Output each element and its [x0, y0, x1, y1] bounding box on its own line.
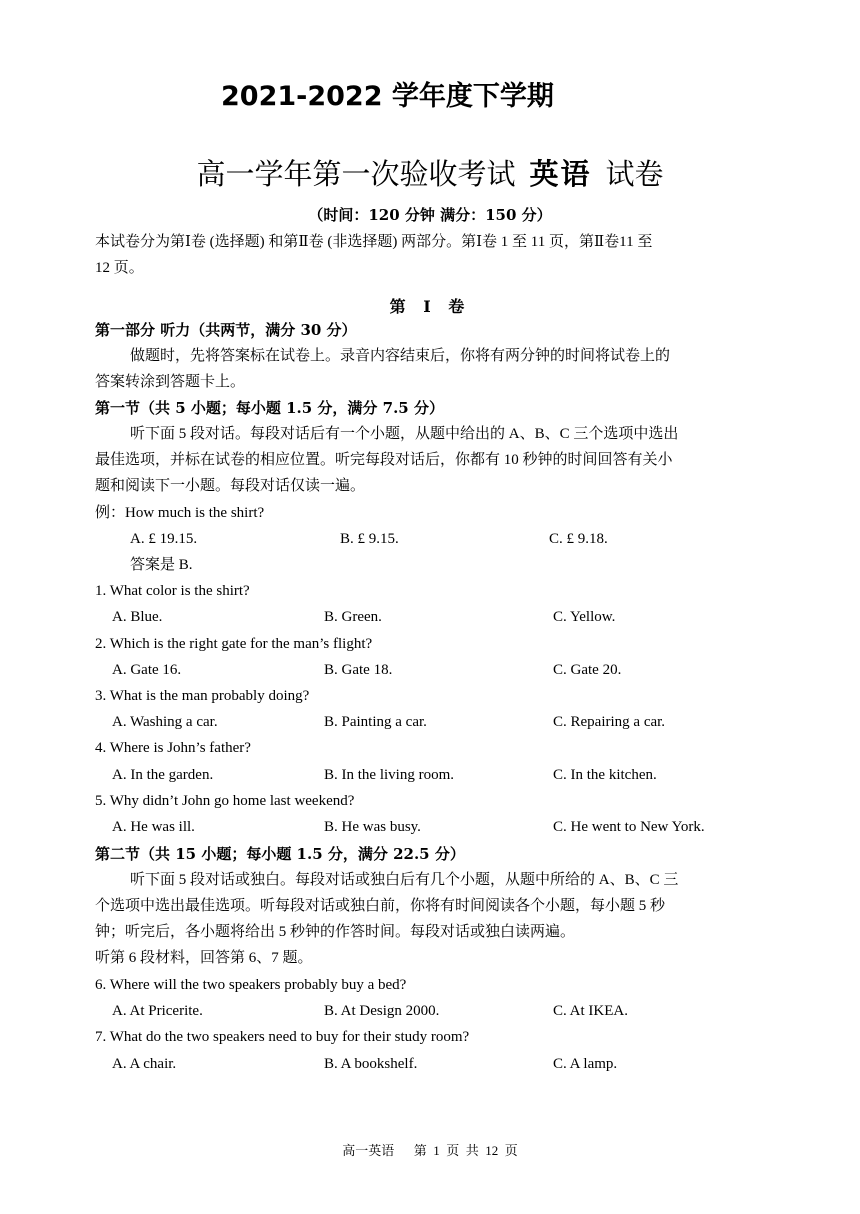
question-7-option-a: A. A chair.: [112, 1056, 177, 1072]
question-2-option-b: B. Gate 18.: [324, 662, 393, 678]
question-1-option-b: B. Green.: [324, 609, 382, 625]
section2-instr-line-2: 个选项中选出最佳选项。听每段对话或独白前，你将有时间阅读各个小题，每小题 5 秒: [95, 898, 666, 914]
part1-title: 第一部分 听力（共两节，满分 30 分）: [95, 321, 357, 339]
question-6-option-a: A. At Pricerite.: [112, 1003, 203, 1019]
exam-time-info: （时间：120 分钟 满分：150 分）: [308, 206, 552, 224]
question-3-option-c: C. Repairing a car.: [553, 714, 666, 730]
exam-subject: 英语: [529, 157, 592, 191]
question-4-option-a: A. In the garden.: [112, 767, 214, 783]
section1-instr-line-3: 题和阅读下一小题。每段对话仅读一遍。: [95, 478, 366, 494]
question-7-option-c: C. A lamp.: [553, 1056, 618, 1072]
section2-material-note: 听第 6 段材料，回答第 6、7 题。: [95, 950, 313, 966]
exam-year-heading: 2021-2022 学年度下学期: [221, 81, 554, 112]
section1-instr-line-2: 最佳选项，并标在试卷的相应位置。听完每段对话后，你都有 10 秒钟的时间回答有关小: [95, 452, 673, 468]
exam-title: [0, 152, 860, 193]
question-2-option-a: A. Gate 16.: [112, 662, 182, 678]
section2-title: 第二节（共 15 小题；每小题 1.5 分，满分 22.5 分）: [95, 845, 465, 863]
question-1-option-a: A. Blue.: [112, 609, 163, 625]
question-7: 7. What do the two speakers need to buy for their study room?: [95, 1029, 470, 1045]
section1-instr-line-1: 听下面 5 段对话。每段对话后有一个小题，从题中给出的 A、B、C 三个选项中选出: [130, 426, 679, 442]
exam-title-prefix: 高一学年第一次验收考试: [196, 157, 516, 191]
question-2: 2. Which is the right gate for the man’s flight?: [95, 636, 373, 652]
question-5-option-a: A. He was ill.: [112, 819, 195, 835]
question-3-option-b: B. Painting a car.: [324, 714, 427, 730]
example-question: 例：How much is the shirt?: [95, 505, 265, 521]
part1-instr-line-2: 答案转涂到答题卡上。: [95, 374, 246, 390]
part1-instr-line-1: 做题时，先将答案标在试卷上。录音内容结束后，你将有两分钟的时间将试卷上的: [130, 348, 671, 364]
question-4-option-c: C. In the kitchen.: [553, 767, 657, 783]
question-2-option-c: C. Gate 20.: [553, 662, 622, 678]
question-4: 4. Where is John’s father?: [95, 740, 251, 756]
question-5: 5. Why didn’t John go home last weekend?: [95, 793, 355, 809]
question-7-option-b: B. A bookshelf.: [324, 1056, 418, 1072]
question-5-option-c: C. He went to New York.: [553, 819, 705, 835]
example-option-a: A. £ 19.15.: [130, 531, 198, 547]
example-answer: 答案是 B.: [130, 557, 193, 573]
question-3: 3. What is the man probably doing?: [95, 688, 310, 704]
question-1: 1. What color is the shirt?: [95, 583, 250, 599]
question-6-option-c: C. At IKEA.: [553, 1003, 628, 1019]
section2-instr-line-3: 钟；听完后，各小题将给出 5 秒钟的作答时间。每段对话或独白读两遍。: [95, 924, 576, 940]
section1-title: 第一节（共 5 小题；每小题 1.5 分，满分 7.5 分）: [95, 399, 444, 417]
volume-title: 第 Ⅰ 卷: [389, 297, 471, 316]
exam-title-suffix: 试卷: [605, 157, 664, 191]
intro-line-2: 12 页。: [95, 260, 144, 276]
question-6-option-b: B. At Design 2000.: [324, 1003, 440, 1019]
question-6: 6. Where will the two speakers probably buy a bed?: [95, 977, 407, 993]
question-4-option-b: B. In the living room.: [324, 767, 454, 783]
question-5-option-b: B. He was busy.: [324, 819, 421, 835]
example-option-c: C. £ 9.18.: [549, 531, 608, 547]
intro-line-1: 本试卷分为第Ⅰ卷 (选择题) 和第Ⅱ卷 (非选择题) 两部分。第Ⅰ卷 1 至 11 页，第Ⅱ卷11 至: [95, 234, 653, 250]
question-1-option-c: C. Yellow.: [553, 609, 616, 625]
question-3-option-a: A. Washing a car.: [112, 714, 218, 730]
example-option-b: B. £ 9.15.: [340, 531, 399, 547]
page-footer: 高一英语 第 1 页 共 12 页: [342, 1143, 518, 1158]
section2-instr-line-1: 听下面 5 段对话或独白。每段对话或独白后有几个小题，从题中所给的 A、B、C 三: [130, 872, 679, 888]
